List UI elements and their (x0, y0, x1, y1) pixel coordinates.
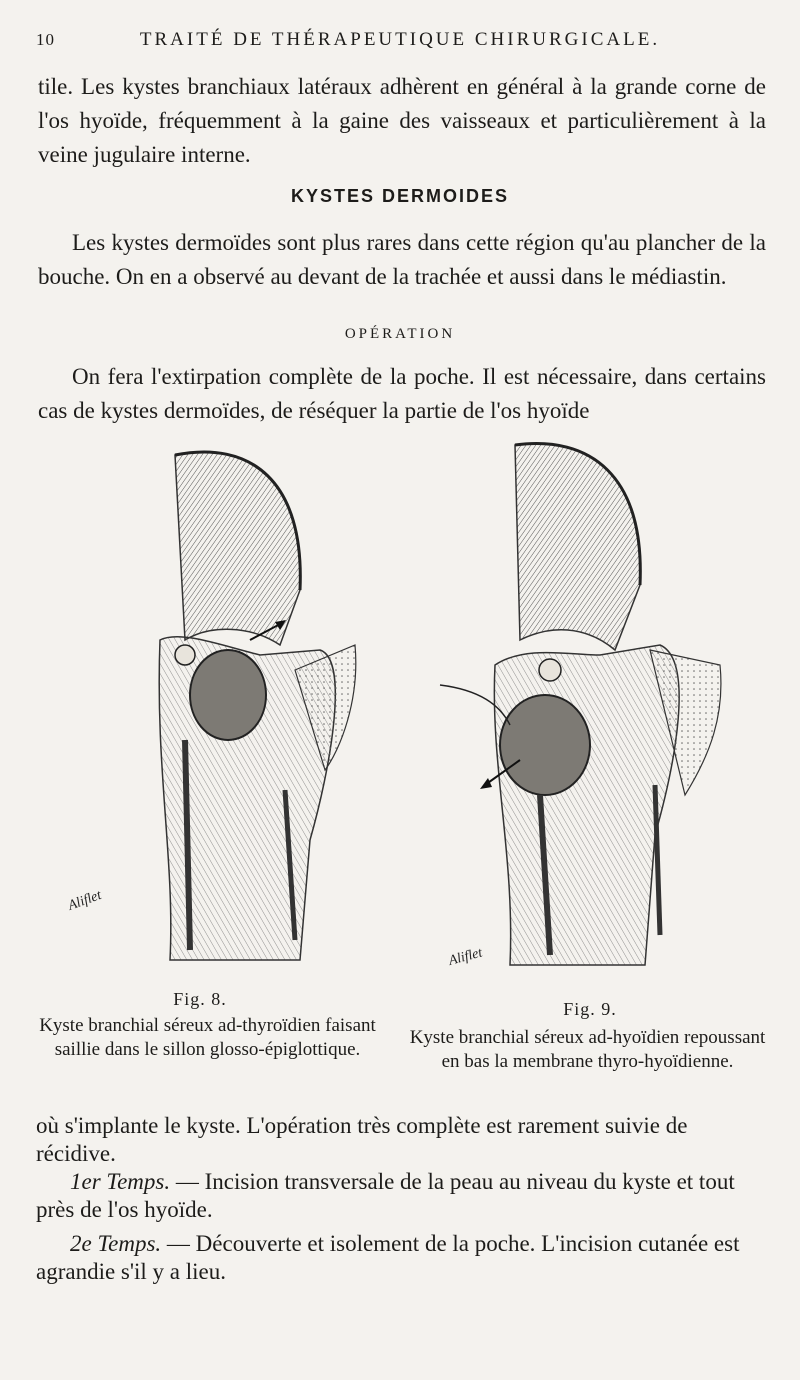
step-2-label: 2e Temps. (70, 1231, 162, 1256)
paragraph-operation: On fera l'extirpation complète de la poche. Il est nécessaire, dans certains cas de kystes dermoïdes, de réséquer la partie de l'os hyoïde (38, 364, 766, 423)
paragraph-step-1 (36, 1168, 766, 1224)
step-1-text: — Incision transversale de la peau au niveau du kyste et tout près de l'os hyoïde. (36, 1169, 735, 1222)
step-2-text: — Découverte et isolement de la poche. L'incision cutanée est agrandie s'il y a lieu. (36, 1231, 740, 1284)
figure-9-illustration (440, 435, 760, 975)
figure-8-signature: Aliflet (66, 887, 104, 914)
section-heading: KYSTES DERMOIDES (290, 186, 510, 206)
figure-8-illustration (66, 440, 400, 980)
running-title: TRAITÉ DE THÉRAPEUTIQUE CHIRURGICALE. (139, 29, 661, 50)
figure-9-signature: Aliflet (447, 945, 485, 969)
figure-9-label: Fig. 9. (563, 999, 617, 1019)
paragraph-recurrence: où s'implante le kyste. L'opération très complète est rarement suivie de récidive. (36, 1113, 688, 1166)
figure-8-caption: Kyste branchial séreux ad-thyroïdien faisant saillie dans le sillon glosso-épiglottique. (39, 1015, 376, 1060)
page-number: 10 (36, 30, 55, 49)
figure-9-caption: Kyste branchial séreux ad-hyoïdien repoussant en bas la membrane thyro-hyoïdienne. (409, 1027, 766, 1072)
step-1-label: 1er Temps. (70, 1169, 171, 1194)
subheading-operation: OPÉRATION (344, 326, 456, 342)
paragraph-branchial-cysts: tile. Les kystes branchiaux latéraux adhèrent en général à la grande corne de l'os hyoïde, fréquemment à la gaine des vaisseaux et particulièrement à la veine jugulaire interne. (38, 74, 766, 167)
paragraph-step-2 (36, 1230, 766, 1286)
paragraph-dermoid-cysts: Les kystes dermoïdes sont plus rares dans cette région qu'au plancher de la bouche. On en a observé au devant de la trachée et aussi dans le médiastin. (38, 230, 766, 289)
figure-8-label: Fig. 8. (173, 989, 227, 1009)
